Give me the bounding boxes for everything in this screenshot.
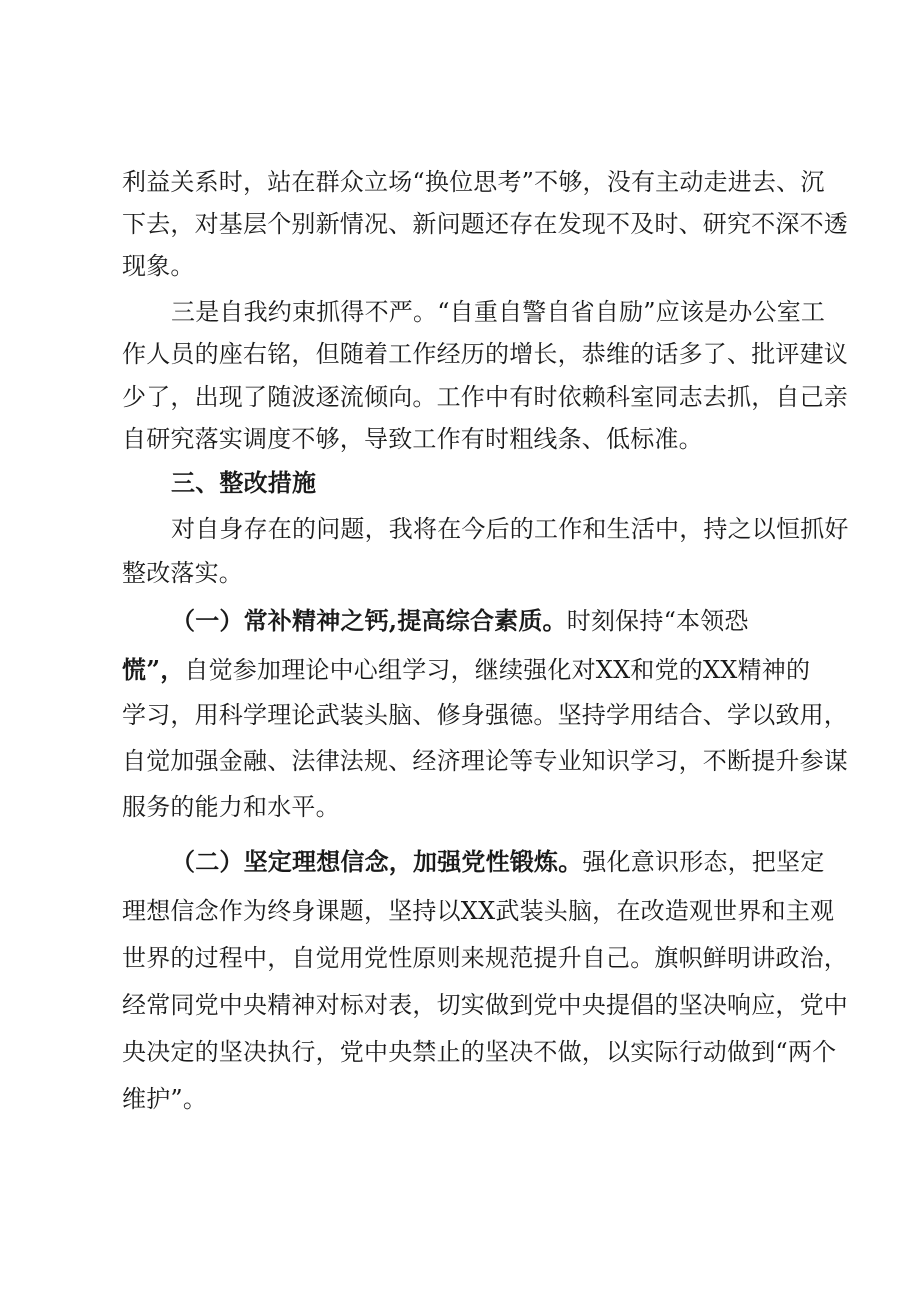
- paragraph-line: 对自身存在的问题，我将在今后的工作和生活中，持之以恒抓好: [171, 515, 849, 543]
- subheading-title: （一）常补精神之钙,提高综合素质。: [171, 606, 567, 635]
- paragraph-line: 自研究落实调度不够，导致工作有时粗线条、低标准。: [122, 425, 703, 453]
- paragraph-text: 自觉参加理论中心组学习，继续强化对XX和党的XX精神的: [184, 656, 811, 684]
- subheading-line: [171, 847, 824, 877]
- paragraph-line: 服务的能力和水平。: [122, 793, 340, 821]
- paragraph-line: 自觉加强金融、法律法规、经济理论等专业知识学习，不断提升参谋: [122, 747, 848, 775]
- paragraph-line: 维护”。: [122, 1085, 208, 1113]
- paragraph-line: 经常同党中央精神对标对表，切实做到党中央提倡的坚决响应，党中: [122, 991, 848, 1019]
- paragraph-line: 学习，用科学理论武装头脑、修身强德。坚持学用结合、学以致用，: [122, 701, 848, 729]
- bold-text: 慌”，: [122, 655, 185, 684]
- paragraph-line: 现象。: [122, 252, 195, 280]
- paragraph-line: 整改落实。: [122, 559, 243, 587]
- paragraph-text: 时刻保持“本领恐: [566, 607, 749, 635]
- paragraph-line: [122, 655, 810, 685]
- paragraph-line: 理想信念作为终身课题，坚持以XX武装头脑，在改造观世界和主观: [122, 897, 835, 925]
- paragraph-line: 下去，对基层个别新情况、新问题还存在发现不及时、研究不深不透: [122, 210, 848, 238]
- paragraph-line: 世界的过程中，自觉用党性原则来规范提升自己。旗帜鲜明讲政治，: [122, 944, 848, 972]
- paragraph-line: 央决定的坚决执行，党中央禁止的坚决不做，以实际行动做到“两个: [122, 1038, 837, 1066]
- subheading-title: （二）坚定理想信念，加强党性锻炼。: [171, 847, 583, 876]
- paragraph-line: 三是自我约束抓得不严。“自重自警自省自励”应该是办公室工: [171, 298, 826, 326]
- paragraph-line: 利益关系时，站在群众立场“换位思考”不够，没有主动走进去、沉: [122, 168, 825, 196]
- paragraph-line: 作人员的座右铭，但随着工作经历的增长，恭维的话多了、批评建议: [122, 340, 848, 368]
- paragraph-line: 少了，出现了随波逐流倾向。工作中有时依赖科室同志去抓，自己亲: [122, 383, 848, 411]
- section-heading: 三、整改措施: [171, 469, 317, 497]
- paragraph-text: 强化意识形态，把坚定: [582, 848, 825, 876]
- subheading-line: [171, 606, 749, 636]
